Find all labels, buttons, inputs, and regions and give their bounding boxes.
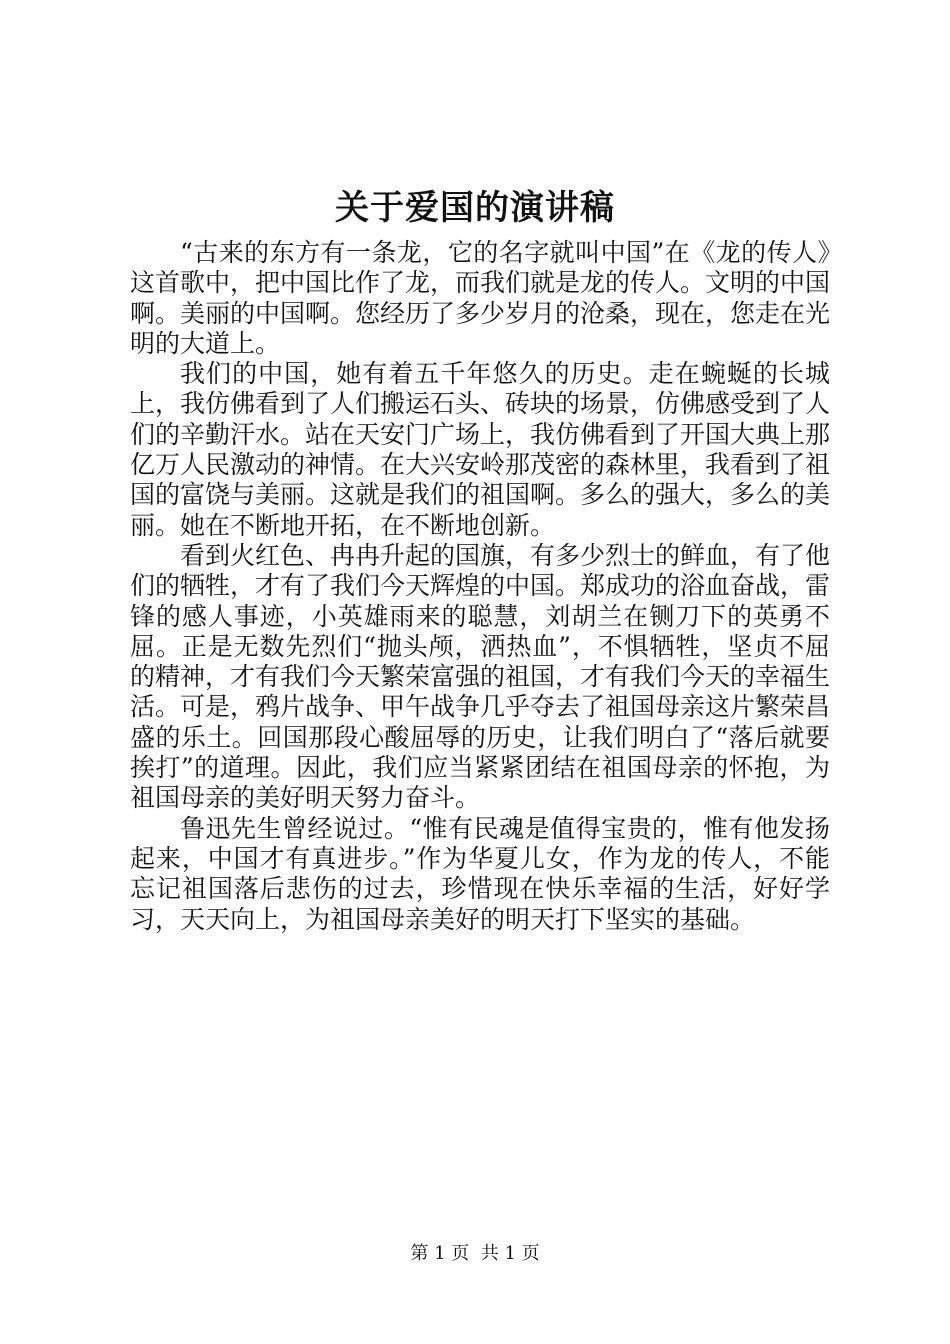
paragraph-2: 我们的中国，她有着五千年悠久的历史。走在蜿蜒的长城上，我仿佛看到了人们搬运石头、砖块的场景，仿佛感受到了人们的辛勤汗水。站在天安门广场上，我仿佛看到了开国大典上那亿万人民激动的神情。在大兴安岭那茂密的森林里，我看到了祖国的富饶与美丽。这就是我们的祖国啊。多么的强大，多么的美丽。她在不断地开拓，在不断地创新。 — [130, 359, 831, 540]
page-number: 第 1 页 — [410, 1243, 470, 1264]
paragraph-4: 鲁迅先生曾经说过。“惟有民魂是值得宝贵的，惟有他发扬起来，中国才有真进步。”作为华夏儿女，作为龙的传人，不能忘记祖国落后悲伤的过去，珍惜现在快乐幸福的生活，好好学习，天天向上，为祖国母亲美好的明天打下坚实的基础。 — [130, 813, 830, 934]
page-footer — [0, 1242, 950, 1266]
document-body — [130, 238, 830, 935]
page-total: 共 1 页 — [480, 1243, 540, 1264]
paragraph-1: “古来的东方有一条龙，它的名字就叫中国”在《龙的传人》这首歌中，把中国比作了龙，而我们就是龙的传人。文明的中国啊。美丽的中国啊。您经历了多少岁月的沧桑，现在，您走在光明的大道上。 — [130, 238, 831, 358]
document-title: 关于爱国的演讲稿 — [335, 188, 615, 228]
paragraph-3: 看到火红色、冉冉升起的国旗，有多少烈士的鲜血，有了他们的牺牲，才有了我们今天辉煌的中国。郑成功的浴血奋战，雷锋的感人事迹，小英雄雨来的聪慧，刘胡兰在铡刀下的英勇不屈。正是无数先烈们“抛头颅，洒热血”，不惧牺牲，坚贞不屈的精神，才有我们今天繁荣富强的祖国，才有我们今天的幸福生活。可是，鸦片战争、甲午战争几乎夺去了祖国母亲这片繁荣昌盛的乐土。回国那段心酸屈辱的历史，让我们明白了“落后就要挨打”的道理。因此，我们应当紧紧团结在祖国母亲的怀抱，为祖国母亲的美好明天努力奋斗。 — [130, 540, 831, 813]
footer-separator — [469, 1243, 480, 1264]
